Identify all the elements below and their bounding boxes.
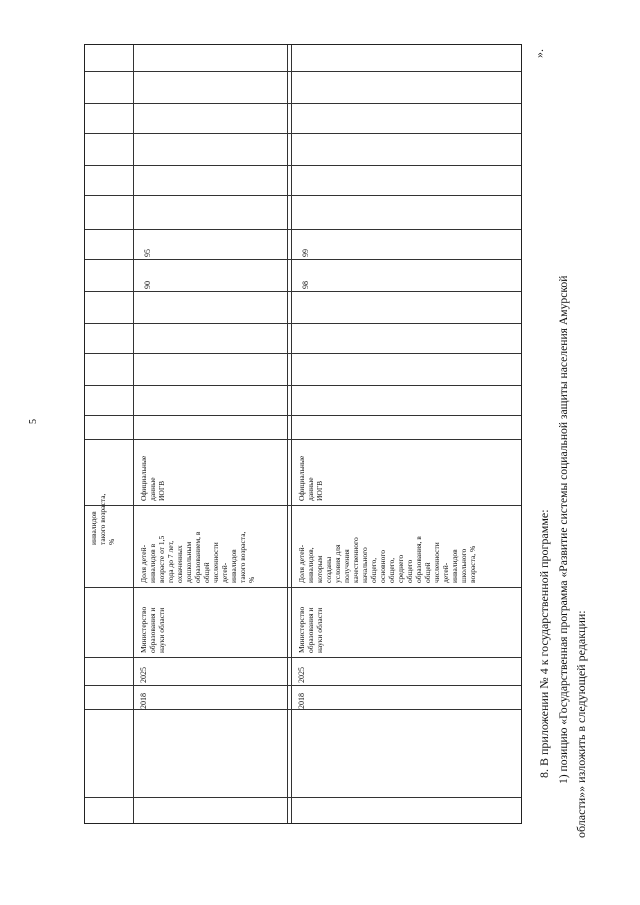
table-grid-line <box>85 103 521 104</box>
table-grid-line <box>85 229 521 230</box>
paragraph-line-2: 1) позицию «Государственная программа «Развитие системы социальной защиты населения Амурской <box>557 275 570 784</box>
table-grid-line <box>85 195 521 196</box>
table-grid-line <box>85 323 521 324</box>
row2-indicator: Доля детей- инвалидов, которым созданы условия для получения качественного начального общего, основного общего, среднего общего образования, в общей численности детей- инвалидов школьного возраста, % <box>297 536 477 583</box>
row1-start-year: 2018 <box>139 693 148 709</box>
row2-executor: Министерство образования и науки области <box>297 606 324 653</box>
table-grid-line <box>291 45 292 823</box>
table-grid-line <box>85 587 521 588</box>
row1-source: Официальные данные ИОГВ <box>139 455 166 501</box>
table-grid-line <box>133 45 134 823</box>
row1-executor: Министерство образования и науки области <box>139 606 166 653</box>
table-grid-line <box>85 685 521 686</box>
table-grid-line <box>85 439 521 440</box>
row1-end-year: 2025 <box>139 667 148 683</box>
row1-value-2: 95 <box>143 249 152 257</box>
table-grid-line <box>85 259 521 260</box>
row2-value-2: 99 <box>301 249 310 257</box>
row2-value-1: 98 <box>301 281 310 289</box>
table-grid-line <box>85 505 521 506</box>
table-grid-line <box>85 133 521 134</box>
table-grid-line <box>85 291 521 292</box>
table-grid-line <box>287 45 288 823</box>
table-grid-line <box>85 797 521 798</box>
row2-start-year: 2018 <box>297 693 306 709</box>
row2-end-year: 2025 <box>297 667 306 683</box>
table-grid-line <box>85 709 521 710</box>
row2-source: Официальные данные ИОГВ <box>297 455 324 501</box>
table-grid-line <box>85 71 521 72</box>
table-grid-line <box>85 415 521 416</box>
row1-indicator: Доля детей- инвалидов в возрасте от 1,5 года до 7 лет, охваченных дошкольным образованием, в общей численности детей- инвалидов такого возраста, % <box>139 531 256 583</box>
header-fragment: инвалидов такого возраста, % <box>89 493 116 545</box>
table-grid-line <box>85 353 521 354</box>
closing-quote: ». <box>532 49 546 58</box>
table-grid-line <box>85 385 521 386</box>
table-grid-line <box>85 657 521 658</box>
row1-value-1: 90 <box>143 281 152 289</box>
page-number: 5 <box>28 419 39 424</box>
paragraph-line-3: области»» изложить в следующей редакции: <box>574 610 588 838</box>
paragraph-line-1: 8. В приложении № 4 к государственной программе: <box>537 509 551 778</box>
data-table <box>84 44 522 824</box>
table-grid-line <box>85 165 521 166</box>
